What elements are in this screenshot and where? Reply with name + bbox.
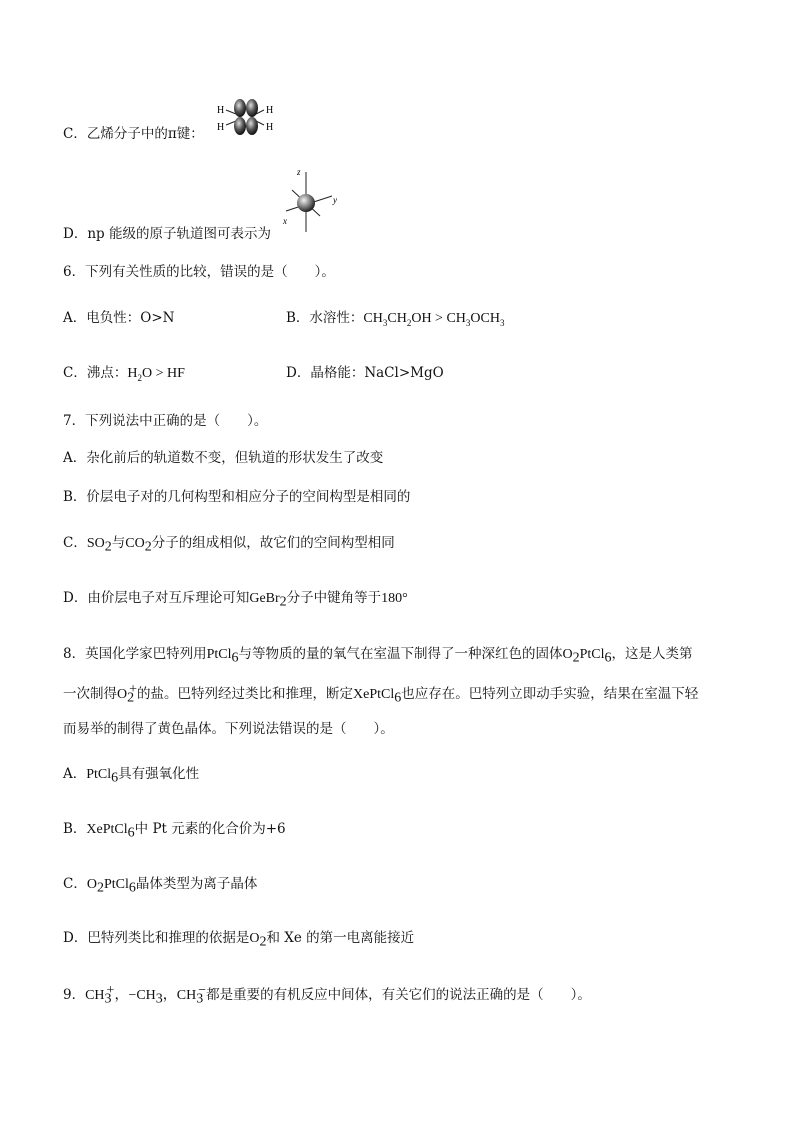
water-solubility-formula: $CH_3CH_2OH > CH_3OCH_3$	[363, 311, 505, 328]
question-8-option-c: C．$O_2PtCl_6$晶体类型为离子晶体	[63, 876, 258, 896]
question-8-stem-line-1: 8．英国化学家巴特列用PtCl$_6$与等物质的量的氧气在室温下制得了一种深红色的固体$O_2PtCl_6$，这是人类第	[63, 646, 693, 666]
question-9-stem: 9．$CH_3^+$，$-CH_3$，$CH_3^-$都是重要的有机反应中间体，有关它们的说法正确的是（ ）。	[63, 982, 591, 1007]
question-8-option-a: A．PtCl$_6$具有强氧化性	[63, 766, 200, 786]
question-6-option-b: B．水溶性：$CH_3CH_2OH > CH_3OCH_3$	[286, 310, 505, 328]
svg-text:y: y	[333, 195, 337, 205]
question-6-option-c: C．沸点：$H_2O$ > HF	[63, 365, 185, 383]
svg-text:H: H	[266, 122, 274, 133]
ethylene-pi-bond-figure	[214, 97, 278, 137]
svg-text:x: x	[283, 216, 287, 226]
question-6-stem: 6．下列有关性质的比较，错误的是（ ）。	[63, 264, 335, 280]
question-8-stem-line-3: 而易举的制得了黄色晶体。下列说法错误的是（ ）。	[63, 721, 394, 737]
question-7-stem: 7．下列说法中正确的是（ ）。	[63, 413, 268, 429]
question-8-option-b: B．XePtCl$_6$中 Pt 元素的化合价为+6	[63, 821, 286, 841]
question-6-option-a: A．电负性：O>N	[63, 310, 175, 326]
svg-text:H: H	[217, 122, 225, 133]
svg-text:H: H	[266, 105, 274, 116]
question-8-stem-line-2: 一次制得$O_2^+$的盐。巴特列经过类比和推理，断定XePtCl$_6$也应存在。巴特列立即动手实验，结果在室温下轻	[63, 681, 699, 706]
option-c-ethylene: C．乙烯分子中的π键：	[63, 126, 204, 142]
question-8-option-d: D．巴特列类比和推理的依据是$O_2$和 Xe 的第一电离能接近	[63, 930, 415, 950]
question-7-option-a: A．杂化前后的轨道数不变，但轨道的形状发生了改变	[63, 450, 384, 466]
question-7-option-b: B．价层电子对的几何构型和相应分子的空间构型是相同的	[63, 489, 411, 505]
boiling-point-formula: $H_2O$ > HF	[127, 366, 185, 383]
question-6-option-d: D．晶格能：NaCl>MgO	[286, 365, 444, 381]
option-d-np-orbital: D．np 能级的原子轨道图可表示为	[63, 226, 271, 242]
question-7-option-c: C．$SO_2$与$CO_2$分子的组成相似，故它们的空间构型相同	[63, 535, 395, 555]
svg-text:z: z	[297, 167, 301, 177]
axes-orbital-figure	[280, 166, 342, 238]
question-7-option-d: D．由价层电子对互斥理论可知GeBr$_2$分子中键角等于180°	[63, 590, 408, 610]
svg-text:H: H	[217, 105, 225, 116]
